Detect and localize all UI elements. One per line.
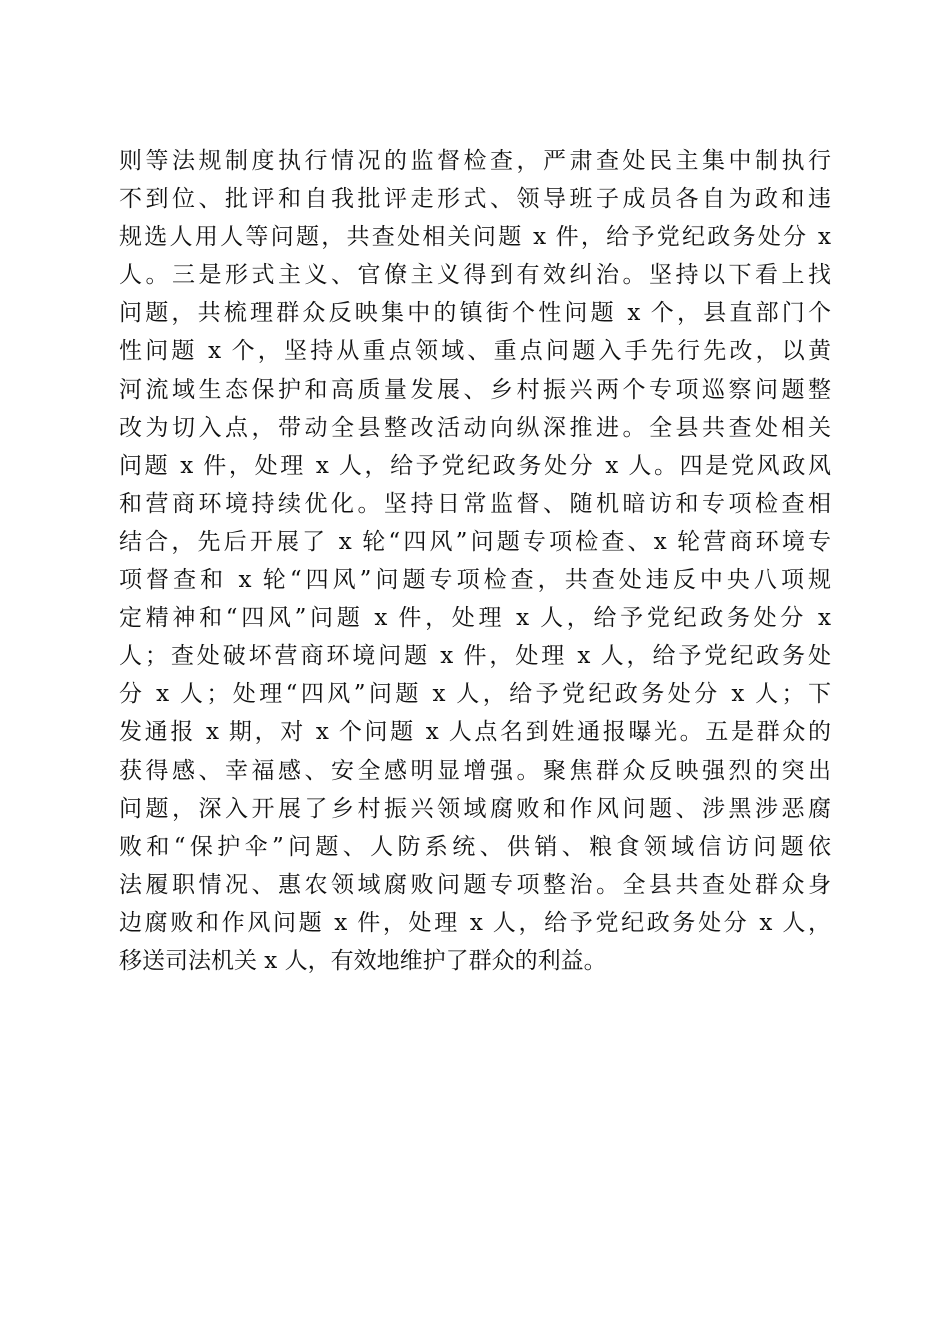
body-paragraph bbox=[119, 142, 831, 980]
text-line: 分 x 人；处理“四风”问题 x 人，给予党纪政务处分 x 人；下 bbox=[119, 681, 831, 708]
text-line: 和营商环境持续优化。坚持日常监督、随机暗访和专项检查相 bbox=[119, 490, 831, 517]
text-line: 则等法规制度执行情况的监督检查，严肃查处民主集中制执行 bbox=[119, 148, 831, 174]
text-line: 结合，先后开展了 x 轮“四风”问题专项检查、x 轮营商环境专 bbox=[119, 528, 831, 555]
text-line: 定精神和“四风”问题 x 件，处理 x 人，给予党纪政务处分 x bbox=[119, 605, 831, 632]
text-line: 性问题 x 个，坚持从重点领域、重点问题入手先行先改，以黄 bbox=[119, 338, 831, 365]
text-line: 发通报 x 期，对 x 个问题 x 人点名到姓通报曝光。五是群众的 bbox=[119, 719, 831, 746]
text-line-last: 移送司法机关 x 人，有效地维护了群众的利益。 bbox=[119, 947, 607, 974]
text-line: 项督查和 x 轮“四风”问题专项检查，共查处违反中央八项规 bbox=[119, 567, 831, 594]
text-line: 法履职情况、惠农领域腐败问题专项整治。全县共查处群众身 bbox=[119, 871, 831, 898]
text-line: 人；查处破坏营商环境问题 x 件，处理 x 人，给予党纪政务处 bbox=[119, 643, 831, 670]
text-line: 问题，共梳理群众反映集中的镇街个性问题 x 个，县直部门个 bbox=[119, 300, 831, 327]
text-line: 获得感、幸福感、安全感明显增强。聚焦群众反映强烈的突出 bbox=[119, 757, 831, 784]
text-line: 改为切入点，带动全县整改活动向纵深推进。全县共查处相关 bbox=[119, 414, 831, 441]
text-line: 河流域生态保护和高质量发展、乡村振兴两个专项巡察问题整 bbox=[119, 376, 831, 403]
text-line: 不到位、批评和自我批评走形式、领导班子成员各自为政和违 bbox=[119, 186, 831, 213]
text-line: 问题，深入开展了乡村振兴领域腐败和作风问题、涉黑涉恶腐 bbox=[119, 795, 831, 822]
text-line: 败和“保护伞”问题、人防系统、供销、粮食领域信访问题依 bbox=[119, 833, 831, 860]
text-line: 人。三是形式主义、官僚主义得到有效纠治。坚持以下看上找 bbox=[119, 262, 831, 289]
text-line: 问题 x 件，处理 x 人，给予党纪政务处分 x 人。四是党风政风 bbox=[119, 452, 831, 479]
text-line: 边腐败和作风问题 x 件，处理 x 人，给予党纪政务处分 x 人， bbox=[119, 909, 831, 936]
text-line: 规选人用人等问题，共查处相关问题 x 件，给予党纪政务处分 x bbox=[119, 224, 831, 251]
